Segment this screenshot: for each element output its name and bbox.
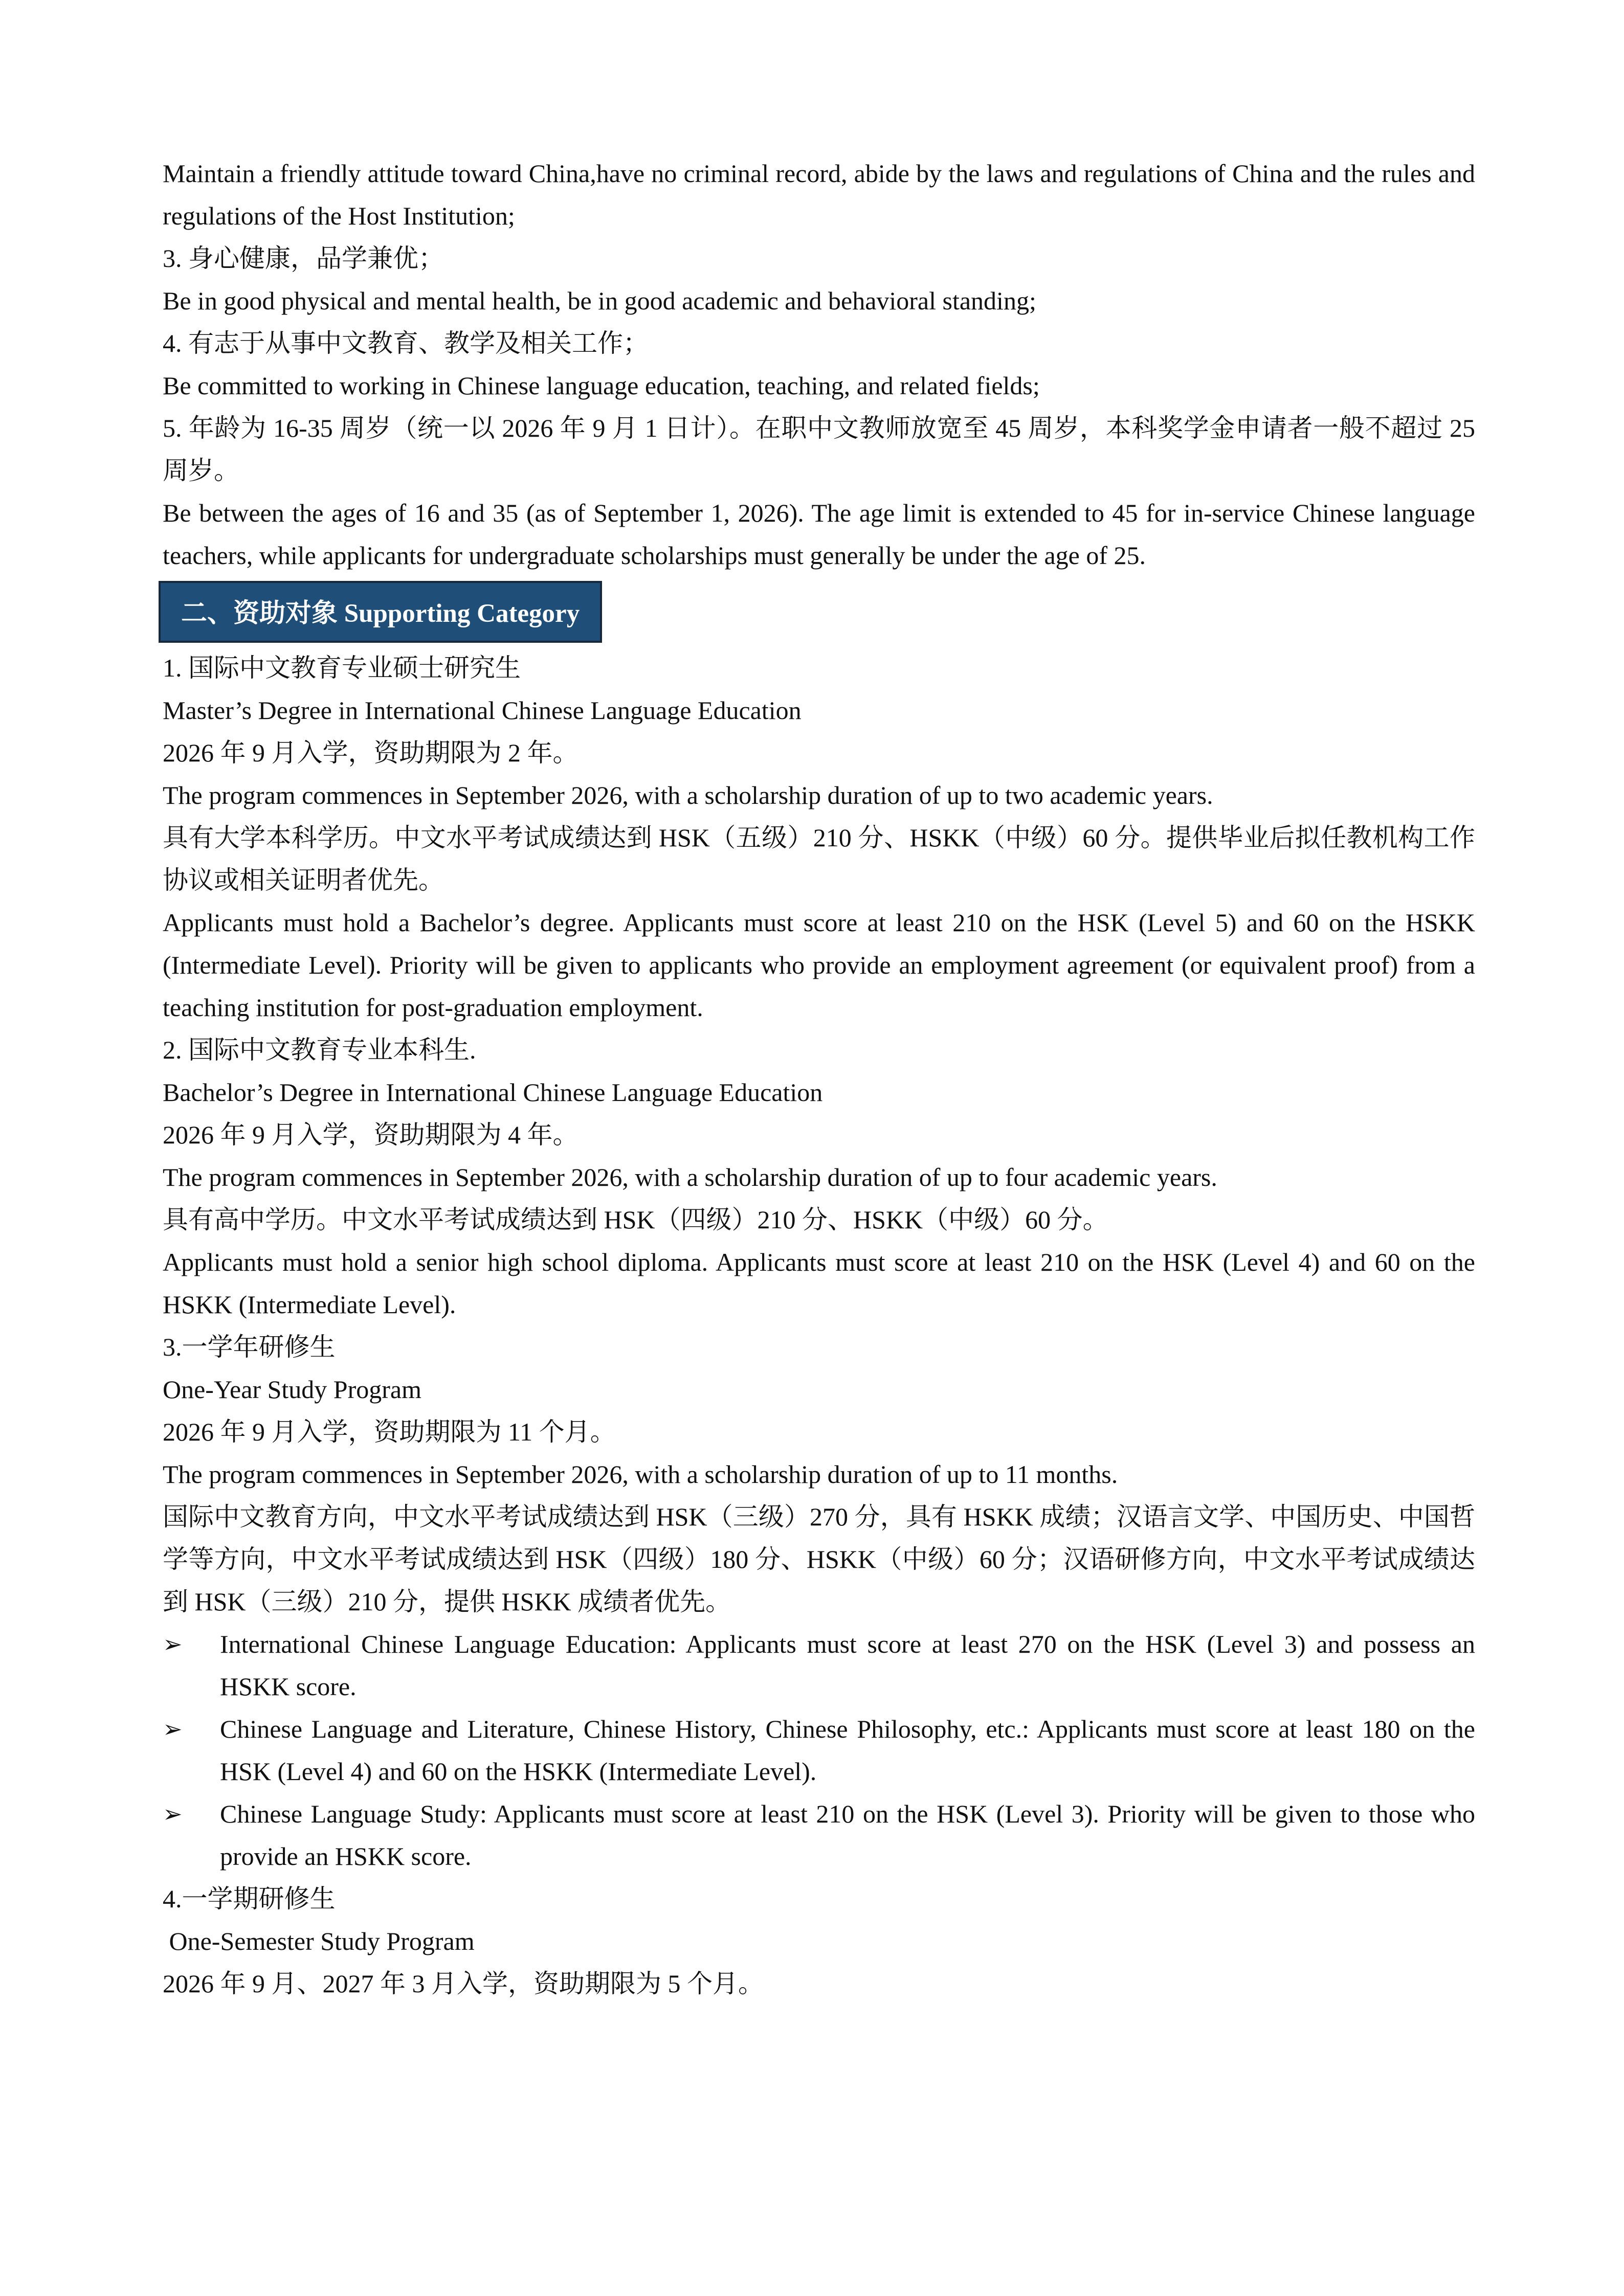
category-1-title-chinese: 1. 国际中文教育专业硕士研究生: [163, 654, 521, 682]
category-2-duration-chinese: 2026 年 9 月入学，资助期限为 4 年。: [163, 1120, 579, 1149]
category-3-bullet-item: [163, 1708, 1475, 1793]
category-2-title-english: Bachelor’s Degree in International Chinese Language Education: [163, 1078, 823, 1107]
category-3-duration-english: The program commences in September 2026, with a scholarship duration of up to 11 months.: [163, 1460, 1118, 1489]
category-3-bullet-item: [163, 1623, 1475, 1708]
category-3-duration-chinese: 2026 年 9 月入学，资助期限为 11 个月。: [163, 1417, 616, 1446]
category-4-title-chinese: 4.一学期研修生: [163, 1884, 336, 1913]
category-1-requirements-english: Applicants must hold a Bachelor’s degree. Applicants must score at least 210 on the HSK (Level 5) and 60 on the HSKK (Intermediate Level). Priority will be given to applicants who provide an employment agreement (or equivalent proof) from a teaching institution for post-graduation employment.: [163, 908, 1475, 1022]
eligibility-english-friendly-attitude: Maintain a friendly attitude toward China,have no criminal record, abide by the laws and regulations of China and the rules and regulations of the Host Institution;: [163, 159, 1475, 230]
category-1-title-english: Master’s Degree in International Chinese Language Education: [163, 696, 802, 725]
category-3-title-chinese: 3.一学年研修生: [163, 1333, 336, 1361]
bullet-text: Chinese Language Study: Applicants must score at least 210 on the HSK (Level 3). Priority will be given to those who provide an HSKK score.: [220, 1799, 1475, 1871]
arrowhead-bullet-icon: ➢: [163, 1716, 183, 1742]
category-4-title-english: One-Semester Study Program: [163, 1927, 475, 1955]
eligibility-english-health: Be in good physical and mental health, be in good academic and behavioral standing;: [163, 286, 1036, 315]
category-2-requirements-english: Applicants must hold a senior high school diploma. Applicants must score at least 210 on the HSK (Level 4) and 60 on the HSKK (Intermediate Level).: [163, 1248, 1475, 1319]
category-3-title-english: One-Year Study Program: [163, 1375, 421, 1404]
category-1-duration-chinese: 2026 年 9 月入学，资助期限为 2 年。: [163, 738, 579, 767]
category-3-bullet-item: [163, 1793, 1475, 1878]
category-1-requirements-chinese: 具有大学本科学历。中文水平考试成绩达到 HSK（五级）210 分、HSKK（中级）60 分。提供毕业后拟任教机构工作协议或相关证明者优先。: [163, 823, 1475, 894]
eligibility-chinese-age: 5. 年龄为 16-35 周岁（统一以 2026 年 9 月 1 日计）。在职中文教师放宽至 45 周岁，本科奖学金申请者一般不超过 25 周岁。: [163, 414, 1475, 485]
arrowhead-bullet-icon: ➢: [163, 1631, 183, 1657]
eligibility-chinese-commitment: 4. 有志于从事中文教育、教学及相关工作；: [163, 329, 649, 357]
category-1-duration-english: The program commences in September 2026, with a scholarship duration of up to two academic years.: [163, 781, 1213, 809]
arrowhead-bullet-icon: ➢: [163, 1801, 183, 1827]
bullet-text: Chinese Language and Literature, Chinese History, Chinese Philosophy, etc.: Applicants must score at least 180 on the HSK (Level 4) and 60 on the HSKK (Intermediate Level).: [220, 1715, 1475, 1786]
eligibility-english-commitment: Be committed to working in Chinese language education, teaching, and related fields;: [163, 371, 1040, 400]
category-2-duration-english: The program commences in September 2026, with a scholarship duration of up to four academic years.: [163, 1163, 1217, 1191]
category-4-duration-chinese: 2026 年 9 月、2027 年 3 月入学，资助期限为 5 个月。: [163, 1969, 764, 1998]
eligibility-english-age: Be between the ages of 16 and 35 (as of September 1, 2026). The age limit is extended to 45 for in-service Chinese language teachers, while applicants for undergraduate scholarships must generally be under the age of 25.: [163, 499, 1475, 570]
eligibility-chinese-health: 3. 身心健康，品学兼优；: [163, 244, 444, 273]
document-page: [163, 152, 1475, 2005]
section-header-supporting-category: 二、资助对象 Supporting Category: [159, 581, 602, 643]
category-2-requirements-chinese: 具有高中学历。中文水平考试成绩达到 HSK（四级）210 分、HSKK（中级）60 分。: [163, 1205, 1108, 1234]
category-2-title-chinese: 2. 国际中文教育专业本科生.: [163, 1036, 476, 1064]
category-3-requirements-chinese: 国际中文教育方向，中文水平考试成绩达到 HSK（三级）270 分，具有 HSKK 成绩；汉语言文学、中国历史、中国哲学等方向，中文水平考试成绩达到 HSK（四级）180 分、HSKK（中级）60 分；汉语研修方向，中文水平考试成绩达到 HSK（三级）210 分，提供 HSKK 成绩者优先。: [163, 1502, 1475, 1616]
bullet-text: International Chinese Language Education: Applicants must score at least 270 on the HSK (Level 3) and possess an HSKK score.: [220, 1630, 1475, 1701]
